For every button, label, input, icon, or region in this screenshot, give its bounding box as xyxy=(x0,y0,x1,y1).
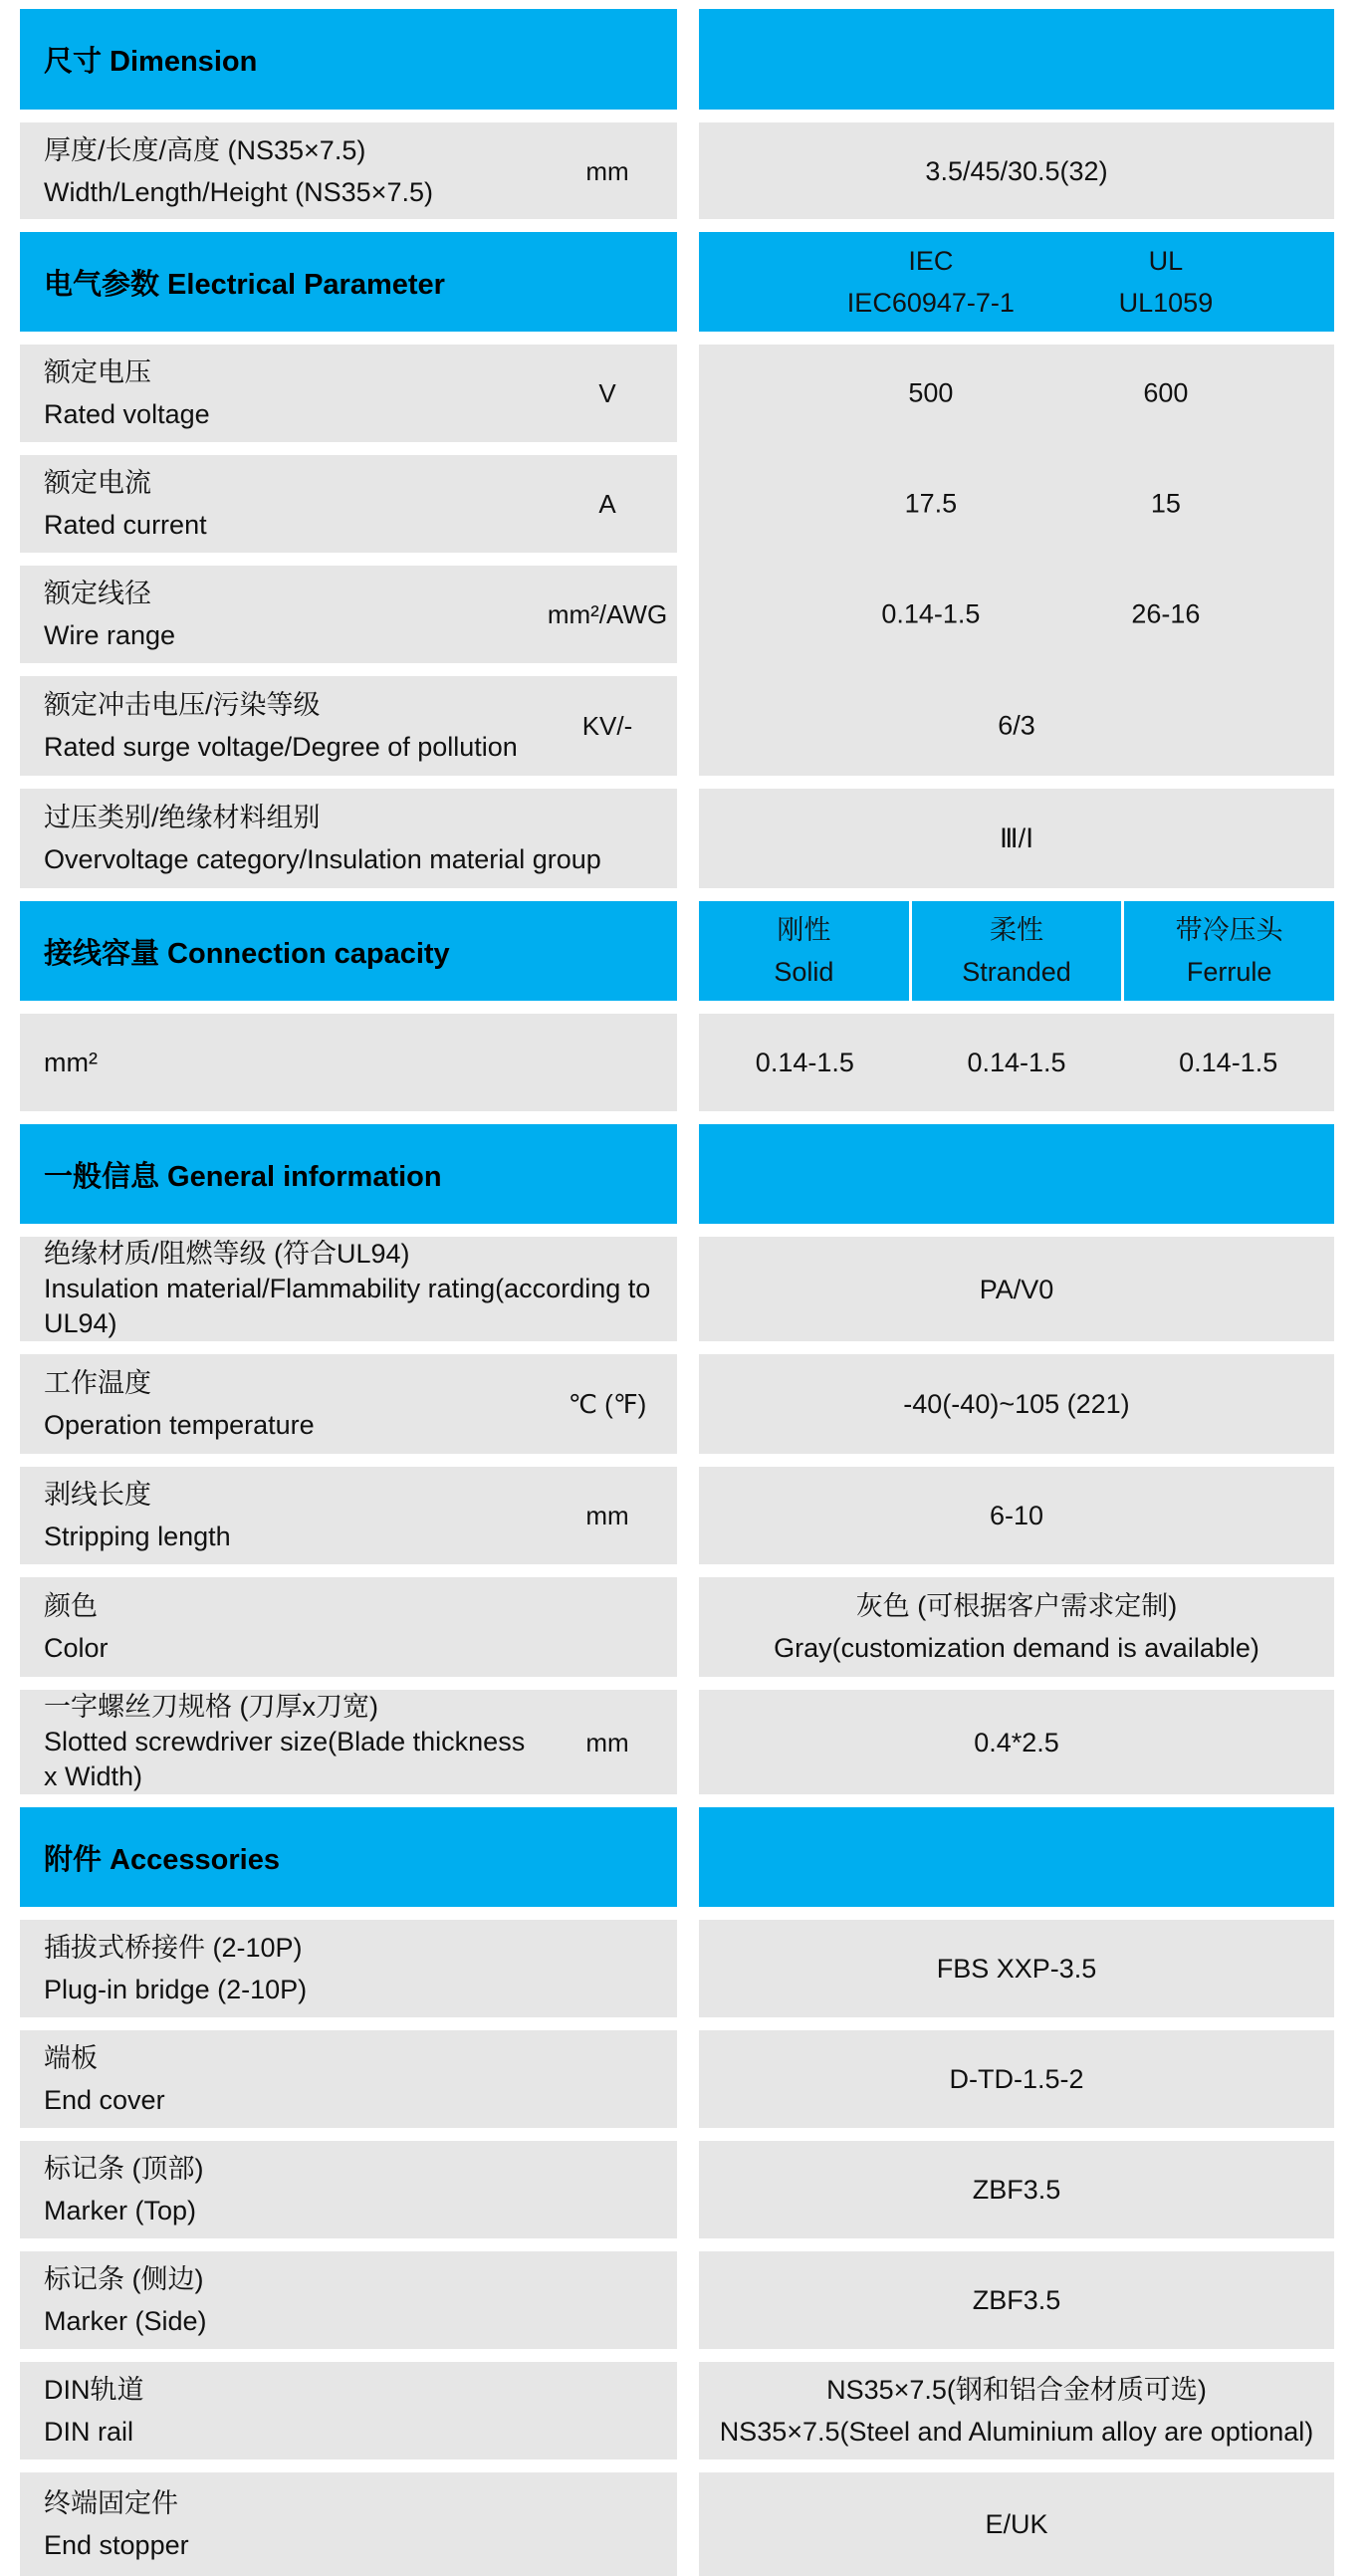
section-title-general: 一般信息 General information xyxy=(44,1160,442,1193)
color-label-cell xyxy=(20,1577,677,1677)
label-en: Marker (Top) xyxy=(44,2196,197,2225)
row-unit: ℃ (℉) xyxy=(568,1389,647,1419)
marker-side-value-cell xyxy=(699,2251,1334,2349)
spacer xyxy=(699,663,1334,676)
label-en: Stripping length xyxy=(44,1522,231,1551)
row-unit: A xyxy=(598,489,616,519)
color-value-cell xyxy=(699,1577,1334,1677)
label-zh: 标记条 (顶部) xyxy=(44,2154,204,2184)
connection-values-cell xyxy=(699,1014,1334,1111)
band-accessories-header xyxy=(0,1807,1370,1907)
row-label xyxy=(20,2369,677,2453)
insulation-label-cell xyxy=(20,1237,677,1341)
row-label xyxy=(20,2482,677,2566)
row-value: ZBF3.5 xyxy=(972,2175,1061,2205)
stranded-value: 0.14-1.5 xyxy=(967,1047,1066,1077)
row-label xyxy=(20,797,677,880)
connection-header-right xyxy=(699,901,1334,1001)
col-header-ferrule xyxy=(1124,901,1334,1001)
row-marker-top xyxy=(0,2141,1370,2238)
insulation-value-cell xyxy=(699,1237,1334,1341)
marker-top-value-cell xyxy=(699,2141,1334,2238)
label-en: Rated voltage xyxy=(44,399,210,429)
label-en: End cover xyxy=(44,2085,165,2115)
row-value: Ⅲ/Ⅰ xyxy=(999,823,1034,853)
row-overvoltage xyxy=(0,789,1370,888)
label-unit: mm² xyxy=(44,1048,98,1077)
label-en: Plug-in bridge (2-10P) xyxy=(44,1975,308,2004)
connection-label-cell xyxy=(20,1014,677,1111)
label-en: Rated surge voltage/Degree of pollution xyxy=(44,732,518,762)
iec-value: 0.14-1.5 xyxy=(881,598,981,629)
row-label xyxy=(20,129,542,213)
row-label xyxy=(20,1927,677,2010)
col-header-stranded xyxy=(912,901,1122,1001)
col-en: Solid xyxy=(774,957,834,987)
row-temperature xyxy=(0,1354,1370,1454)
value-en: Gray(customization demand is available) xyxy=(774,1633,1259,1663)
label-en: Color xyxy=(44,1633,109,1663)
label-zh: 端板 xyxy=(44,2043,98,2073)
row-label xyxy=(20,1042,677,1083)
row-value: 0.4*2.5 xyxy=(974,1727,1059,1757)
wlh-label-cell xyxy=(20,122,677,219)
row-insulation xyxy=(0,1237,1370,1341)
end-stopper-label-cell xyxy=(20,2472,677,2576)
temperature-value-cell xyxy=(699,1354,1334,1454)
label-zh: 厚度/长度/高度 (NS35×7.5) xyxy=(44,134,366,165)
row-din-rail xyxy=(0,2362,1370,2459)
label-zh: 工作温度 xyxy=(44,1368,151,1398)
dimension-header-right xyxy=(699,9,1334,110)
general-header-left xyxy=(20,1124,677,1224)
iec-value: 500 xyxy=(908,377,954,408)
label-zh: 额定电流 xyxy=(44,468,151,498)
section-title-connection: 接线容量 Connection capacity xyxy=(44,937,450,970)
section-title-electrical: 电气参数 Electrical Parameter xyxy=(44,268,445,301)
ul-value: 26-16 xyxy=(1131,598,1201,629)
label-zh: 一字螺丝刀规格 (刀厚x刀宽) xyxy=(44,1692,378,1722)
label-zh: 插拔式桥接件 (2-10P) xyxy=(44,1933,303,1963)
label-en: Operation temperature xyxy=(44,1410,315,1440)
label-zh: 终端固定件 xyxy=(44,2488,178,2518)
band-general-header xyxy=(0,1124,1370,1224)
label-en: Overvoltage category/Insulation material group xyxy=(44,844,601,874)
row-value xyxy=(720,2369,1314,2453)
label-zh: 额定冲击电压/污染等级 xyxy=(44,690,321,720)
row-value: PA/V0 xyxy=(979,1274,1054,1304)
row-value: 3.5/45/30.5(32) xyxy=(925,155,1108,186)
value-row-rated-voltage xyxy=(699,345,1334,442)
label-en: End stopper xyxy=(44,2530,189,2560)
dimension-header-left xyxy=(20,9,677,110)
marker-top-label-cell xyxy=(20,2141,677,2238)
spacer xyxy=(699,553,1334,566)
ul-column-header xyxy=(1119,240,1214,324)
label-zh: 额定电压 xyxy=(44,357,151,387)
row-unit: mm xyxy=(585,1501,629,1530)
row-value: FBS XXP-3.5 xyxy=(936,1954,1097,1984)
ul-value: 15 xyxy=(1150,488,1181,519)
row-label xyxy=(20,1474,542,1557)
label-zh: DIN轨道 xyxy=(44,2375,144,2405)
row-stripping-length xyxy=(0,1467,1370,1564)
label-zh: 额定线径 xyxy=(44,579,151,608)
accessories-header-left xyxy=(20,1807,677,1907)
row-label xyxy=(20,351,542,435)
row-color xyxy=(0,1577,1370,1677)
row-unit: mm²/AWG xyxy=(547,599,668,629)
label-zh: 绝缘材质/阻燃等级 (符合UL94) xyxy=(44,1239,410,1269)
label-en: Insulation material/Flammability rating(according to UL94) xyxy=(44,1274,651,1338)
band-electrical-header xyxy=(0,232,1370,332)
spacer xyxy=(699,442,1334,455)
temperature-label-cell xyxy=(20,1354,677,1454)
overvoltage-label-cell xyxy=(20,789,677,888)
band-connection-header xyxy=(0,901,1370,1001)
bridge-label-cell xyxy=(20,1920,677,2017)
col-zh: 带冷压头 xyxy=(1175,915,1283,945)
row-value: ZBF3.5 xyxy=(972,2285,1061,2315)
accessories-header-right xyxy=(699,1807,1334,1907)
rated-voltage-label-cell xyxy=(20,345,677,442)
end-cover-label-cell xyxy=(20,2030,677,2128)
row-label xyxy=(20,2148,677,2231)
ul-label: UL xyxy=(1148,246,1184,276)
ul-standard: UL1059 xyxy=(1118,288,1214,318)
row-value: D-TD-1.5-2 xyxy=(949,2064,1084,2094)
row-unit: mm xyxy=(585,1727,629,1757)
surge-value: 6/3 xyxy=(998,710,1035,741)
row-value: 6-10 xyxy=(989,1501,1044,1530)
end-cover-value-cell xyxy=(699,2030,1334,2128)
bridge-value-cell xyxy=(699,1920,1334,2017)
row-label xyxy=(20,462,542,546)
row-value: E/UK xyxy=(985,2509,1048,2539)
solid-value: 0.14-1.5 xyxy=(755,1047,854,1077)
band-electrical-rows xyxy=(0,345,1370,776)
row-unit: V xyxy=(598,378,616,408)
row-marker-side xyxy=(0,2251,1370,2349)
row-width-length-height xyxy=(0,122,1370,219)
value-row-surge xyxy=(699,676,1334,776)
value-row-rated-current xyxy=(699,455,1334,553)
din-rail-label-cell xyxy=(20,2362,677,2459)
din-rail-value-cell xyxy=(699,2362,1334,2459)
wlh-value-cell xyxy=(699,122,1334,219)
row-label xyxy=(20,573,542,656)
label-zh: 剥线长度 xyxy=(44,1480,151,1510)
electrical-values-block xyxy=(699,345,1334,776)
section-title-accessories: 附件 Accessories xyxy=(44,1843,280,1876)
row-label xyxy=(20,684,542,768)
row-unit: KV/- xyxy=(581,711,633,741)
value-en: NS35×7.5(Steel and Aluminium alloy are optional) xyxy=(719,2417,1314,2447)
row-label xyxy=(20,1690,542,1794)
value-row-wire-range xyxy=(699,566,1334,663)
surge-label-cell xyxy=(20,676,677,776)
electrical-header-left xyxy=(20,232,677,332)
label-en: Slotted screwdriver size(Blade thickness x Width) xyxy=(44,1727,526,1791)
col-zh: 刚性 xyxy=(777,915,831,945)
col-en: Stranded xyxy=(962,957,1071,987)
iec-column-header xyxy=(847,240,1015,324)
row-end-stopper xyxy=(0,2472,1370,2576)
iec-standard: IEC60947-7-1 xyxy=(846,288,1015,318)
electrical-header-right xyxy=(699,232,1334,332)
label-en: Width/Length/Height (NS35×7.5) xyxy=(44,176,433,207)
marker-side-label-cell xyxy=(20,2251,677,2349)
connection-header-left xyxy=(20,901,677,1001)
overvoltage-value-cell xyxy=(699,789,1334,888)
row-label xyxy=(20,1585,677,1669)
row-label xyxy=(20,1237,677,1341)
row-value xyxy=(774,1585,1259,1669)
row-plug-in-bridge xyxy=(0,1920,1370,2017)
row-label xyxy=(20,2258,677,2342)
label-zh: 标记条 (侧边) xyxy=(44,2264,204,2294)
general-header-right xyxy=(699,1124,1334,1224)
iec-value: 17.5 xyxy=(904,488,958,519)
end-stopper-value-cell xyxy=(699,2472,1334,2576)
label-zh: 过压类别/绝缘材料组别 xyxy=(44,803,321,832)
wire-range-label-cell xyxy=(20,566,677,663)
iec-label: IEC xyxy=(908,246,954,276)
row-unit: mm xyxy=(585,155,629,186)
row-label xyxy=(20,1362,542,1446)
col-header-solid xyxy=(699,901,909,1001)
screwdriver-label-cell xyxy=(20,1690,677,1794)
rated-current-label-cell xyxy=(20,455,677,553)
row-screwdriver xyxy=(0,1690,1370,1794)
screwdriver-value-cell xyxy=(699,1690,1334,1794)
electrical-left-rows xyxy=(0,345,699,776)
label-en: Rated current xyxy=(44,510,207,540)
row-label xyxy=(20,2037,677,2121)
label-zh: 颜色 xyxy=(44,1591,98,1621)
band-dimension-header xyxy=(0,9,1370,110)
ul-value: 600 xyxy=(1143,377,1189,408)
section-title-dimension: 尺寸 Dimension xyxy=(44,46,258,78)
col-zh: 柔性 xyxy=(990,915,1043,945)
label-en: Wire range xyxy=(44,620,176,650)
value-zh: NS35×7.5(钢和铝合金材质可选) xyxy=(826,2375,1207,2405)
row-value: -40(-40)~105 (221) xyxy=(903,1389,1130,1419)
row-connection-capacity xyxy=(0,1014,1370,1111)
ferrule-value: 0.14-1.5 xyxy=(1179,1047,1278,1077)
col-en: Ferrule xyxy=(1186,957,1272,987)
stripping-label-cell xyxy=(20,1467,677,1564)
label-en: Marker (Side) xyxy=(44,2306,207,2336)
row-end-cover xyxy=(0,2030,1370,2128)
stripping-value-cell xyxy=(699,1467,1334,1564)
label-en: DIN rail xyxy=(44,2417,134,2447)
value-zh: 灰色 (可根据客户需求定制) xyxy=(855,1591,1178,1621)
